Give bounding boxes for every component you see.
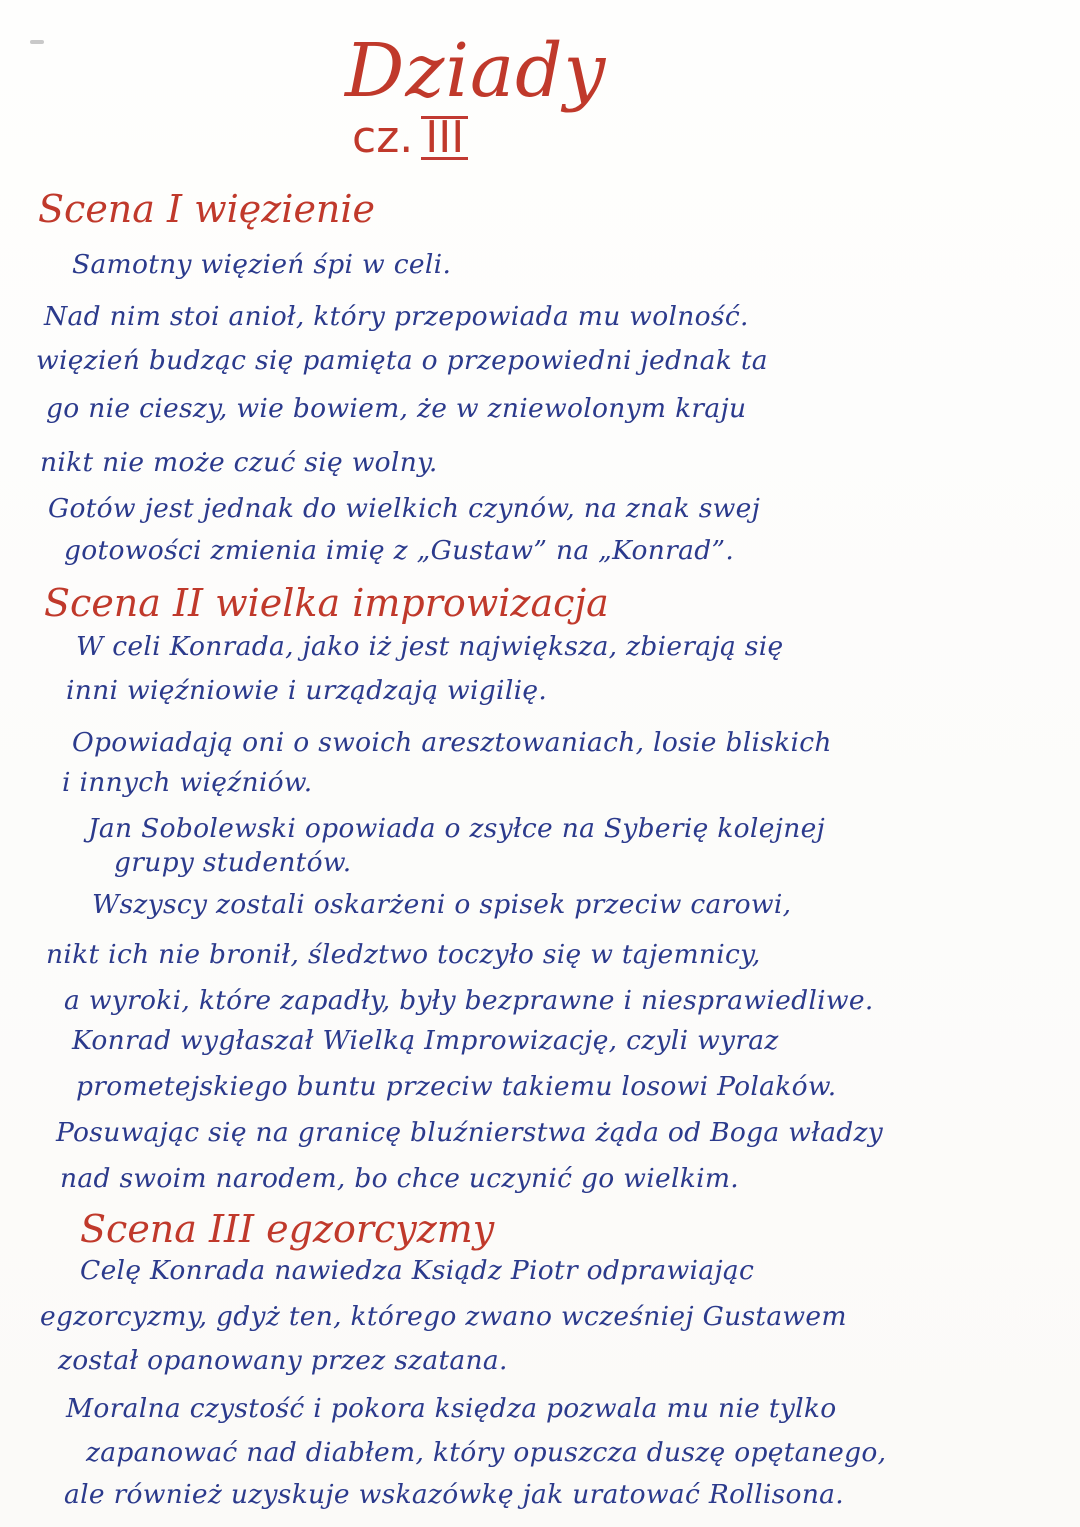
text-line: nikt ich nie bronił, śledztwo toczyło się w tajemnicy, (46, 939, 761, 970)
text-line: grupy studentów. (114, 847, 352, 878)
text-line: i innych więźniów. (62, 767, 313, 798)
page-mark (30, 40, 44, 44)
text-line: go nie cieszy, wie bowiem, że w zniewolonym kraju (46, 393, 747, 424)
text-line: został opanowany przez szatana. (58, 1345, 508, 1376)
text-line: zapanować nad diabłem, który opuszcza duszę opętanego, (86, 1437, 887, 1468)
text-line: W celi Konrada, jako iż jest największa, zbierają się (76, 631, 784, 662)
section-heading-scena-1: Scena I więzienie (38, 187, 376, 231)
subtitle-number: III (421, 116, 468, 160)
section-heading-scena-2: Scena II wielka improwizacja (44, 581, 609, 625)
text-line: Konrad wygłaszał Wielką Improwizację, czyli wyraz (72, 1025, 779, 1056)
text-line: nikt nie może czuć się wolny. (40, 447, 438, 478)
text-line: Opowiadają oni o swoich aresztowaniach, losie bliskich (72, 727, 832, 758)
text-line: prometejskiego buntu przeciw takiemu losowi Polaków. (76, 1071, 837, 1102)
text-line: Moralna czystość i pokora księdza pozwala mu nie tylko (66, 1393, 837, 1424)
text-line: Gotów jest jednak do wielkich czynów, na znak swej (48, 493, 761, 524)
text-line: więzień budząc się pamięta o przepowiedni jednak ta (36, 345, 768, 376)
section-heading-scena-3: Scena III egzorcyzmy (80, 1207, 495, 1251)
text-line: Posuwając się na granicę bluźnierstwa żąda od Boga władzy (56, 1117, 884, 1148)
text-line: gotowości zmienia imię z „Gustaw” na „Konrad”. (64, 535, 735, 566)
text-line: Celę Konrada nawiedza Ksiądz Piotr odprawiając (80, 1255, 755, 1286)
text-line: Nad nim stoi anioł, który przepowiada mu wolność. (44, 301, 749, 332)
text-line: inni więźniowie i urządzają wigilię. (66, 675, 548, 706)
text-line: Jan Sobolewski opowiada o zsyłce na Syberię kolejnej (88, 813, 826, 844)
text-line: Samotny więzień śpi w celi. (72, 249, 452, 280)
text-line: a wyroki, które zapadły, były bezprawne i niesprawiedliwe. (64, 985, 874, 1016)
subtitle-prefix: cz. (352, 112, 414, 163)
page-subtitle (352, 112, 468, 164)
page-title: Dziady (345, 28, 607, 114)
text-line: ale również uzyskuje wskazówkę jak uratować Rollisona. (64, 1479, 845, 1510)
text-line: egzorcyzmy, gdyż ten, którego zwano wcześniej Gustawem (40, 1301, 847, 1332)
text-line: nad swoim narodem, bo chce uczynić go wielkim. (60, 1163, 740, 1194)
text-line: Wszyscy zostali oskarżeni o spisek przeciw carowi, (92, 889, 792, 920)
